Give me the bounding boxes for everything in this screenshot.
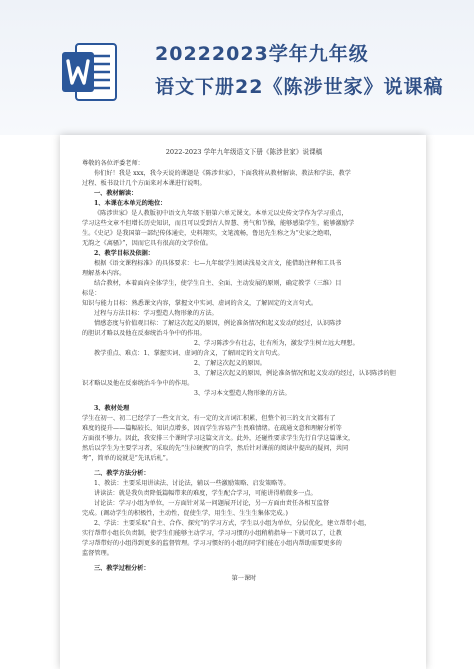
body-line: 考”，简单的说就是“先讯后札”。 [82, 455, 172, 462]
body-line: 3、学习本文塑造人物形象的方法。 [194, 390, 291, 397]
section-heading: 一、教材解读： [94, 190, 138, 197]
body-line: 《陈涉世家》是人教版初中语文九年级下册第六单元课文。本单元以史传文学作为学习重点， [94, 210, 348, 217]
body-line: 讲读法：就是我负责降低篇幅带来的难度，学生配合学习，可能讲得稍微多一点。 [94, 490, 317, 497]
body-line: 学习帮带好的小组得到更多的监督管理。学习习惯好的小组的同学们能在小组内帮助需要更多的 [82, 540, 342, 547]
body-line: 结合教材，本着面向全体学生，使学生自主、全面、主动发展的原则，确定教学（三维）目 [94, 280, 342, 287]
body-line: 过程、板书设计几个方面来对本课进行说明。 [82, 180, 206, 187]
body-line: 教学重点、难点：1、掌握实词、虚词的含义，了解固定的文言句式。 [94, 350, 284, 357]
body-line: 难度的提升——篇幅较长、知识点增多，因而学生容易产生畏难情绪。在疏通文意和理解分析等 [82, 425, 342, 432]
header-banner [0, 0, 474, 135]
body-line: 情感态度与价值观目标：了解这次起义的原因，例论准备情况和起义发动的经过，认识陈涉 [94, 320, 342, 327]
body-line: 实行帮带小组长负责制，使学生们能够主动学习，学习习惯的小组稍稍指导一下就可以了，让教 [82, 530, 342, 537]
body-line: 无韵之《离骚》”，因而它具有很高的文学价值。 [82, 240, 212, 247]
body-line: 学生在初一、初二已经学了一些文言文，有一定的文言词汇积累，但整个初三的文言文都有了 [82, 415, 336, 422]
document-title-line1: 20222023学年九年级 [155, 43, 369, 65]
body-line: 的胆识才略以及他在反秦统治斗争中的作用。 [82, 330, 206, 337]
body-line: 完成。(调动学生的积极性，主动性，促使生学，用生生、生生生集体完成。) [82, 510, 288, 517]
body-line: 知识与能力目标：熟悉课文内容，掌握文中实词、虚词的含义，了解固定的文言句式。 [82, 300, 318, 307]
body-line: 你们好！我是 xxx，我今天说的课题是《陈涉世家》，下面我将从教材解读、教法和学法、教学 [94, 170, 351, 177]
body-line: 1、教法：主要采用讲读法、讨论法，辅以一些激励策略、启发策略等。 [94, 480, 290, 487]
body-line: 过程与方法目标：学习塑造人物形象的方法。 [94, 310, 218, 317]
document-title [155, 38, 465, 104]
body-line: 讨论法：学习小组为单位，一方面针对某一问题展开讨论，另一方面由责任各相互监督 [94, 500, 330, 507]
document-page-preview [60, 135, 426, 669]
body-line: 识才略以及他在反秦统治斗争中的作用。 [82, 380, 194, 387]
body-line: 标是： [82, 290, 101, 297]
section-heading: 三、教学过程分析： [94, 565, 150, 572]
body-line: 2、了解这次起义的原因。 [194, 360, 266, 367]
body-line: 3、了解这次起义的原因，例论准备情况和起义发动的经过，认识陈涉的胆 [194, 370, 396, 377]
greeting: 尊敬的各位评委老师： [82, 160, 144, 167]
subsection-heading: 3、教材处理 [94, 405, 130, 412]
word-document-icon [60, 40, 120, 104]
document-title-line2: 语文下册22《陈涉世家》说课稿 [155, 76, 444, 98]
body-line: 理解基本内容。 [82, 270, 126, 277]
body-line: 监督管理。 [82, 550, 113, 557]
body-line: 学习这些文章不但增长历史知识，而且可以受到古人智慧、勇气和节操，能够感染学生，能够激励学 [82, 220, 355, 227]
subsection-heading: 2、教学目标及依据： [94, 250, 154, 257]
body-line: 方面很不够力。因此，我安排三个课时学习这篇文言文。此外，还碰性要求学生先行自学这篇课文， [82, 435, 355, 442]
body-line: 2、学法：主要采取“自主、合作、探究”的学习方式，学生以小组为单位，分层优化，建立帮带小组， [94, 520, 371, 527]
section-heading: 二、教学方法分析： [94, 470, 150, 477]
body-line: 然后以学生为主要学习者，采取的先“生拉硬拽”的自学，然后针对课前的阅读中提出的疑问，共同 [82, 445, 349, 452]
body-line: 根据《语文课程标准》的具体要求：七—九年级学生阅读浅易文言文，能借助注释和工具书 [94, 260, 342, 267]
page-heading: 2022-2023 学年九年级语文下册《陈涉世家》说课稿 [165, 148, 323, 156]
page-content [82, 147, 406, 584]
body-line: 2、学习陈涉少有壮志，壮有所为，激发学生树立远大理想。 [194, 340, 359, 347]
lesson-heading: 第一课时 [231, 575, 257, 582]
body-line: 生。《史记》是我国第一部纪传体通史，史料翔实，文笔流畅，鲁迅先生称之为“史家之绝唱， [82, 230, 336, 237]
subsection-heading: 1、本课在本单元的地位： [94, 200, 167, 207]
